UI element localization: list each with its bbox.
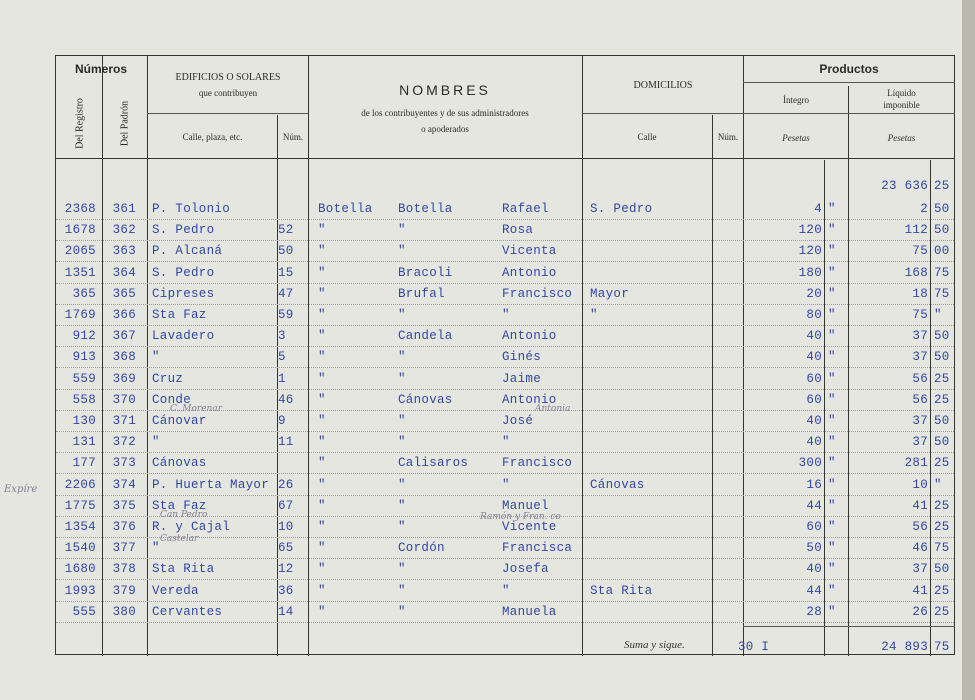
cell-nombre: Vicenta bbox=[502, 244, 557, 259]
cell-integro: 40 bbox=[806, 435, 822, 450]
cell-calle: Cánovas bbox=[152, 456, 207, 471]
cell-nombre: Francisca bbox=[502, 541, 573, 556]
cell-del-registro: 131 bbox=[72, 435, 96, 450]
header-pesetas-liquido: Pesetas bbox=[887, 133, 916, 143]
rule bbox=[102, 56, 103, 656]
cell-apellido2: Cordón bbox=[398, 541, 445, 556]
cell-nombre: Francisco bbox=[502, 286, 573, 301]
cell-integro: 120 bbox=[798, 223, 822, 238]
cell-apellido2: Botella bbox=[398, 202, 453, 216]
cell-integro-mark: " bbox=[828, 604, 836, 619]
cell-liquido: 168 bbox=[904, 265, 928, 280]
row-rule bbox=[56, 622, 954, 623]
cell-integro: 40 bbox=[806, 414, 822, 428]
cell-nombre: Josefa bbox=[502, 562, 549, 577]
cell-calle: " bbox=[152, 541, 160, 556]
row-rule bbox=[56, 325, 954, 326]
header-pesetas-integro: Pesetas bbox=[782, 133, 810, 143]
cell-del-registro: 1540 bbox=[64, 541, 96, 556]
cell-del-padron: 364 bbox=[112, 265, 136, 280]
cell-liquido: 37 bbox=[912, 562, 928, 577]
cell-del-registro: 1993 bbox=[64, 583, 96, 598]
cell-num: 11 bbox=[278, 435, 294, 450]
cell-liquido: 75 bbox=[912, 244, 928, 259]
cell-num: 26 bbox=[278, 477, 294, 492]
cell-integro-mark: " bbox=[828, 350, 836, 365]
cell-calle: Sta Faz bbox=[152, 308, 207, 322]
cell-num: 52 bbox=[278, 223, 294, 238]
cell-cents: 25 bbox=[934, 520, 950, 534]
cell-nombre: " bbox=[502, 583, 510, 598]
cell-integro: 50 bbox=[806, 541, 822, 556]
header-nombres: NOMBRES bbox=[399, 82, 491, 98]
cell-cents: 75 bbox=[934, 265, 950, 280]
rule bbox=[55, 158, 955, 159]
cell-domicilio: S. Pedro bbox=[590, 202, 653, 216]
cell-apellido2: Cánovas bbox=[398, 392, 453, 407]
cell-cents: 25 bbox=[934, 498, 950, 513]
row-rule bbox=[56, 558, 954, 559]
cell-cents: 25 bbox=[934, 456, 950, 471]
cell-cents: " bbox=[934, 308, 942, 322]
cell-nombre: " bbox=[502, 435, 510, 450]
cell-calle: S. Pedro bbox=[152, 223, 215, 238]
cell-num: 36 bbox=[278, 583, 294, 598]
cell-cents: 50 bbox=[934, 562, 950, 577]
cell-integro: 300 bbox=[798, 456, 822, 471]
cell-cents: 50 bbox=[934, 414, 950, 428]
cell-apellido1: " bbox=[318, 520, 326, 534]
cell-nombre: Manuela bbox=[502, 604, 557, 619]
cell-apellido2: " bbox=[398, 583, 406, 598]
cell-apellido1: " bbox=[318, 477, 326, 492]
cell-cents: 50 bbox=[934, 202, 950, 216]
cell-integro: 60 bbox=[806, 520, 822, 534]
row-rule bbox=[56, 240, 954, 241]
cell-integro: 40 bbox=[806, 562, 822, 577]
header-domicilios: DOMICILIOS bbox=[633, 80, 693, 91]
cell-apellido1: Botella bbox=[318, 202, 373, 216]
cell-num: 9 bbox=[278, 414, 286, 428]
cell-calle: Conde bbox=[152, 392, 192, 407]
cell-apellido1: " bbox=[318, 392, 326, 407]
cell-nombre: Francisco bbox=[502, 456, 573, 471]
cell-apellido2: " bbox=[398, 477, 406, 492]
cell-del-registro: 177 bbox=[72, 456, 96, 471]
cell-liquido: 46 bbox=[912, 541, 928, 556]
rule bbox=[743, 626, 955, 627]
cell-del-registro: 1680 bbox=[64, 562, 96, 577]
cell-liquido: 112 bbox=[904, 223, 928, 238]
cell-del-padron: 375 bbox=[112, 498, 136, 513]
cell-integro: 20 bbox=[806, 286, 822, 301]
cell-cents: 25 bbox=[934, 583, 950, 598]
cell-apellido1: " bbox=[318, 223, 326, 238]
cell-del-padron: 365 bbox=[112, 286, 136, 301]
cell-del-padron: 369 bbox=[112, 371, 136, 386]
cell-cents: 25 bbox=[934, 392, 950, 407]
cell-del-padron: 366 bbox=[112, 308, 136, 322]
page-edge bbox=[962, 0, 975, 700]
rule bbox=[743, 56, 744, 656]
cell-del-registro: 912 bbox=[72, 329, 96, 344]
cell-num: 3 bbox=[278, 329, 286, 344]
cell-integro: 44 bbox=[806, 583, 822, 598]
cell-liquido: 37 bbox=[912, 350, 928, 365]
cell-apellido1: " bbox=[318, 329, 326, 344]
cell-nombre: Rafael bbox=[502, 202, 549, 216]
cell-del-padron: 370 bbox=[112, 392, 136, 407]
rule bbox=[930, 160, 931, 656]
cell-domicilio: Mayor bbox=[590, 286, 630, 301]
cell-num: 50 bbox=[278, 244, 294, 259]
rule bbox=[147, 113, 308, 114]
cell-integro: 44 bbox=[806, 498, 822, 513]
cell-apellido2: Calisaros bbox=[398, 456, 469, 471]
cell-liquido: 37 bbox=[912, 414, 928, 428]
cell-apellido2: " bbox=[398, 498, 406, 513]
cell-integro-mark: " bbox=[828, 435, 836, 450]
cell-apellido2: " bbox=[398, 414, 406, 428]
cell-apellido2: " bbox=[398, 562, 406, 577]
cell-apellido2: " bbox=[398, 223, 406, 238]
cell-apellido1: " bbox=[318, 414, 326, 428]
cell-del-padron: 368 bbox=[112, 350, 136, 365]
cell-liquido: 281 bbox=[904, 456, 928, 471]
header-imponible: imponible bbox=[883, 100, 920, 110]
cell-del-registro: 555 bbox=[72, 604, 96, 619]
cell-del-registro: 1678 bbox=[64, 223, 96, 238]
cell-liquido: 56 bbox=[912, 371, 928, 386]
cell-integro-mark: " bbox=[828, 286, 836, 301]
cell-liquido: 18 bbox=[912, 286, 928, 301]
cell-del-padron: 379 bbox=[112, 583, 136, 598]
cell-calle: Lavadero bbox=[152, 329, 215, 344]
cell-nombre: " bbox=[502, 308, 510, 322]
cell-nombre: Vicente bbox=[502, 520, 557, 534]
cell-calle: Sta Rita bbox=[152, 562, 215, 577]
cell-del-padron: 372 bbox=[112, 435, 136, 450]
cell-nombre: Antonio bbox=[502, 329, 557, 344]
cell-apellido1: " bbox=[318, 350, 326, 365]
row-rule bbox=[56, 452, 954, 453]
cell-cents: 50 bbox=[934, 223, 950, 238]
cell-calle: P. Tolonio bbox=[152, 202, 231, 216]
cell-domicilio: Sta Rita bbox=[590, 583, 653, 598]
integro-total: 30 I bbox=[738, 640, 770, 654]
cell-calle: Cánovar bbox=[152, 414, 207, 428]
cell-calle: Cruz bbox=[152, 371, 184, 386]
header-edificios-sub: que contribuyen bbox=[198, 88, 258, 98]
rule bbox=[743, 82, 955, 83]
suma-y-sigue-label: Suma y sigue. bbox=[624, 639, 685, 651]
cell-del-registro: 1769 bbox=[64, 308, 96, 322]
cell-domicilio: Cánovas bbox=[590, 477, 645, 492]
cell-integro: 4 bbox=[814, 202, 822, 216]
carry-forward-liquido: 23 636 bbox=[881, 179, 928, 193]
cell-calle: Cervantes bbox=[152, 604, 223, 619]
rule bbox=[582, 56, 583, 656]
cell-apellido2: " bbox=[398, 371, 406, 386]
row-rule bbox=[56, 431, 954, 432]
cell-cents: 50 bbox=[934, 435, 950, 450]
cell-nombre: " bbox=[502, 477, 510, 492]
row-rule bbox=[56, 495, 954, 496]
row-rule bbox=[56, 304, 954, 305]
cell-apellido1: " bbox=[318, 435, 326, 450]
margin-note: Expíre bbox=[4, 484, 38, 495]
cell-integro-mark: " bbox=[828, 202, 836, 216]
cell-integro-mark: " bbox=[828, 371, 836, 386]
header-productos: Productos bbox=[819, 62, 879, 76]
header-liquido: Líquido bbox=[887, 88, 916, 98]
header-nombres-sub1: de los contribuyentes y de sus administradores bbox=[361, 108, 529, 118]
cell-integro-mark: " bbox=[828, 392, 836, 407]
cell-del-registro: 559 bbox=[72, 371, 96, 386]
cell-nombre: Antonio bbox=[502, 392, 557, 407]
cell-num: 65 bbox=[278, 541, 294, 556]
cell-apellido1: " bbox=[318, 265, 326, 280]
cell-apellido1: " bbox=[318, 541, 326, 556]
cell-liquido: 37 bbox=[912, 435, 928, 450]
row-rule bbox=[56, 579, 954, 580]
rule bbox=[582, 113, 743, 114]
cell-integro: 60 bbox=[806, 371, 822, 386]
cell-num: 59 bbox=[278, 308, 294, 322]
cell-num: 10 bbox=[278, 520, 294, 534]
cell-liquido: 37 bbox=[912, 329, 928, 344]
header-numeros: Números bbox=[74, 62, 127, 76]
cell-integro: 80 bbox=[806, 308, 822, 322]
cell-integro: 180 bbox=[798, 265, 822, 280]
cell-liquido: 75 bbox=[912, 308, 928, 322]
cell-apellido1: " bbox=[318, 498, 326, 513]
cell-domicilio: " bbox=[590, 308, 598, 322]
rule bbox=[743, 113, 955, 114]
cell-apellido2: " bbox=[398, 604, 406, 619]
cell-apellido2: " bbox=[398, 520, 406, 534]
cell-apellido1: " bbox=[318, 308, 326, 322]
row-rule bbox=[56, 261, 954, 262]
cell-apellido2: Candela bbox=[398, 329, 453, 344]
cell-del-registro: 2368 bbox=[64, 202, 96, 216]
cell-calle: Vereda bbox=[152, 583, 199, 598]
cell-nombre: Rosa bbox=[502, 223, 534, 238]
cell-integro-mark: " bbox=[828, 583, 836, 598]
cell-apellido1: " bbox=[318, 562, 326, 577]
carry-forward-cents: 25 bbox=[934, 179, 950, 193]
cell-num: 5 bbox=[278, 350, 286, 365]
cell-del-padron: 373 bbox=[112, 456, 136, 471]
cell-integro-mark: " bbox=[828, 414, 836, 428]
cell-num: 15 bbox=[278, 265, 294, 280]
cell-integro-mark: " bbox=[828, 265, 836, 280]
cents-total: 75 bbox=[934, 640, 950, 654]
cell-del-padron: 371 bbox=[112, 414, 136, 428]
header-dom-num: Núm. bbox=[717, 132, 739, 142]
cell-apellido1: " bbox=[318, 583, 326, 598]
cell-integro-mark: " bbox=[828, 308, 836, 322]
handwritten-note: Can Pedro bbox=[160, 510, 208, 520]
cell-integro: 120 bbox=[798, 244, 822, 259]
cell-calle: " bbox=[152, 350, 160, 365]
cell-cents: 25 bbox=[934, 371, 950, 386]
cell-integro: 40 bbox=[806, 329, 822, 344]
cell-liquido: 26 bbox=[912, 604, 928, 619]
cell-del-padron: 377 bbox=[112, 541, 136, 556]
header-del-padron: Del Padrón bbox=[119, 100, 131, 147]
handwritten-note: C. Morenar bbox=[170, 404, 223, 414]
cell-num: 47 bbox=[278, 286, 294, 301]
cell-liquido: 41 bbox=[912, 583, 928, 598]
cell-integro-mark: " bbox=[828, 498, 836, 513]
cell-integro: 40 bbox=[806, 350, 822, 365]
cell-del-registro: 1775 bbox=[64, 498, 96, 513]
cell-cents: 50 bbox=[934, 350, 950, 365]
header-edificios: EDIFICIOS O SOLARES bbox=[175, 72, 281, 83]
row-rule bbox=[56, 389, 954, 390]
cell-apellido1: " bbox=[318, 456, 326, 471]
cell-apellido2: " bbox=[398, 244, 406, 259]
row-rule bbox=[56, 367, 954, 368]
cell-calle: R. y Cajal bbox=[152, 520, 231, 534]
rule bbox=[308, 56, 309, 656]
cell-liquido: 41 bbox=[912, 498, 928, 513]
cell-integro-mark: " bbox=[828, 541, 836, 556]
rule bbox=[712, 115, 713, 656]
header-integro: Íntegro bbox=[783, 95, 809, 105]
cell-liquido: 2 bbox=[920, 202, 928, 216]
liquido-total: 24 893 bbox=[881, 640, 928, 654]
cell-calle: S. Pedro bbox=[152, 265, 215, 280]
handwritten-note: Castelar bbox=[160, 534, 199, 544]
row-rule bbox=[56, 219, 954, 220]
rule bbox=[147, 56, 148, 656]
cell-del-padron: 363 bbox=[112, 244, 136, 259]
cell-apellido1: " bbox=[318, 286, 326, 301]
cell-integro: 16 bbox=[806, 477, 822, 492]
cell-nombre: Jaime bbox=[502, 371, 542, 386]
cell-liquido: 56 bbox=[912, 520, 928, 534]
cell-num: 1 bbox=[278, 371, 286, 386]
cell-integro: 28 bbox=[806, 604, 822, 619]
cell-apellido2: " bbox=[398, 435, 406, 450]
cell-cents: 00 bbox=[934, 244, 950, 259]
cell-calle: " bbox=[152, 435, 160, 450]
cell-del-padron: 380 bbox=[112, 604, 136, 619]
cell-apellido1: " bbox=[318, 244, 326, 259]
cell-apellido2: " bbox=[398, 308, 406, 322]
cell-del-registro: 1351 bbox=[64, 265, 96, 280]
cell-calle: P. Alcaná bbox=[152, 244, 223, 259]
cell-nombre: José bbox=[502, 414, 534, 428]
cell-nombre: Antonio bbox=[502, 265, 557, 280]
cell-num: 67 bbox=[278, 498, 294, 513]
header-nombres-sub2: o apoderados bbox=[421, 124, 469, 134]
cell-cents: " bbox=[934, 477, 942, 492]
cell-apellido2: Bracoli bbox=[398, 265, 453, 280]
header-calle: Calle bbox=[637, 132, 657, 142]
cell-calle: Cipreses bbox=[152, 286, 215, 301]
cell-integro-mark: " bbox=[828, 223, 836, 238]
cell-cents: 75 bbox=[934, 286, 950, 301]
cell-calle: Sta Faz bbox=[152, 498, 207, 513]
cell-liquido: 56 bbox=[912, 392, 928, 407]
cell-del-padron: 362 bbox=[112, 223, 136, 238]
cell-num: 12 bbox=[278, 562, 294, 577]
rule bbox=[824, 160, 825, 656]
rule bbox=[848, 86, 849, 656]
cell-liquido: 10 bbox=[912, 477, 928, 492]
cell-cents: 25 bbox=[934, 604, 950, 619]
cell-integro-mark: " bbox=[828, 562, 836, 577]
cell-del-registro: 130 bbox=[72, 414, 96, 428]
cell-integro-mark: " bbox=[828, 329, 836, 344]
cell-apellido1: " bbox=[318, 371, 326, 386]
cell-del-registro: 2206 bbox=[64, 477, 96, 492]
cell-integro-mark: " bbox=[828, 477, 836, 492]
handwritten-note: Ramón y Fran. co bbox=[480, 512, 561, 522]
cell-del-registro: 2065 bbox=[64, 244, 96, 259]
cell-del-padron: 378 bbox=[112, 562, 136, 577]
cell-calle: P. Huerta Mayor bbox=[152, 477, 270, 492]
cell-num: 46 bbox=[278, 392, 294, 407]
row-rule bbox=[56, 283, 954, 284]
cell-integro-mark: " bbox=[828, 456, 836, 471]
header-num: Núm. bbox=[282, 132, 304, 142]
cell-cents: 75 bbox=[934, 541, 950, 556]
header-calle-plaza: Calle, plaza, etc. bbox=[182, 132, 243, 142]
cell-integro: 60 bbox=[806, 392, 822, 407]
cell-nombre: Manuel bbox=[502, 498, 549, 513]
row-rule bbox=[56, 346, 954, 347]
cell-apellido2: Brufal bbox=[398, 286, 445, 301]
cell-del-padron: 361 bbox=[112, 202, 136, 216]
cell-cents: 50 bbox=[934, 329, 950, 344]
header-del-registro: Del Registro bbox=[74, 98, 86, 149]
row-rule bbox=[56, 473, 954, 474]
cell-del-registro: 913 bbox=[72, 350, 96, 365]
cell-del-registro: 365 bbox=[72, 286, 96, 301]
cell-del-padron: 367 bbox=[112, 329, 136, 344]
cell-integro-mark: " bbox=[828, 244, 836, 259]
cell-del-registro: 1354 bbox=[64, 520, 96, 534]
handwritten-note: Antonia bbox=[535, 404, 571, 414]
cell-num: 14 bbox=[278, 604, 294, 619]
cell-integro-mark: " bbox=[828, 520, 836, 534]
cell-nombre: Ginés bbox=[502, 350, 542, 365]
cell-del-padron: 376 bbox=[112, 520, 136, 534]
cell-del-padron: 374 bbox=[112, 477, 136, 492]
cell-apellido1: " bbox=[318, 604, 326, 619]
cell-apellido2: " bbox=[398, 350, 406, 365]
cell-del-registro: 558 bbox=[72, 392, 96, 407]
row-rule bbox=[56, 601, 954, 602]
